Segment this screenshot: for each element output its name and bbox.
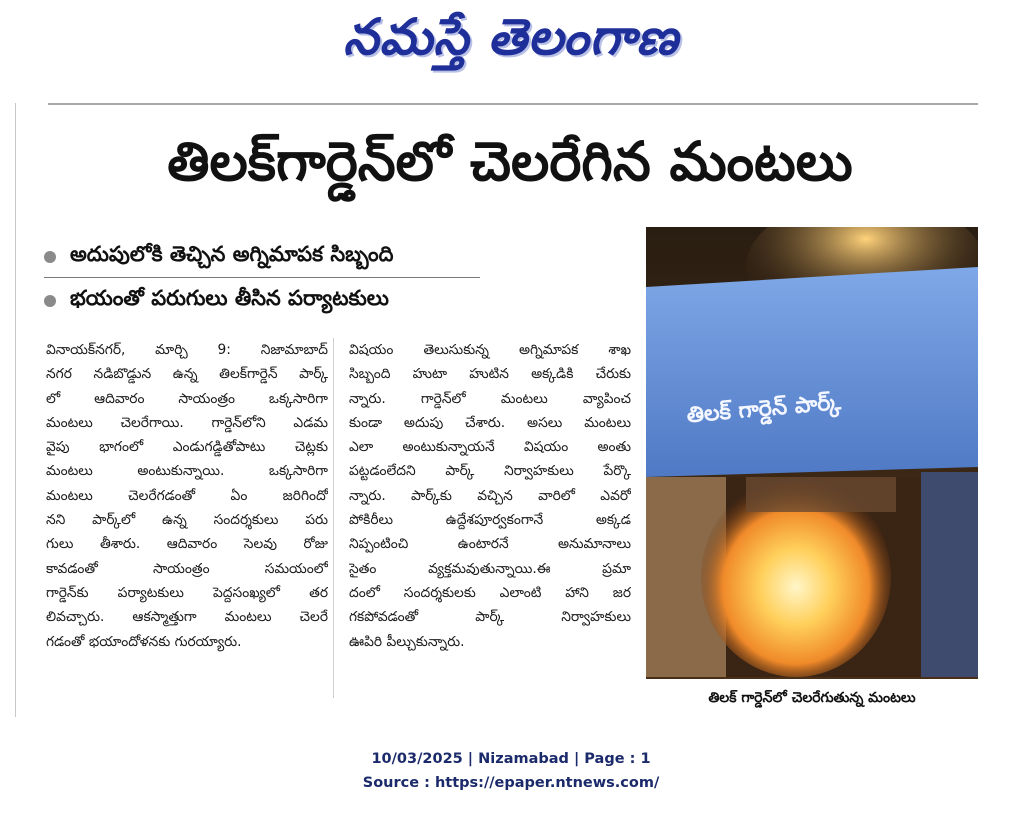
article-line: కుండా అదుపు చేశారు. అసలు మంటలు	[349, 414, 631, 431]
park-sign-board	[646, 267, 978, 477]
masthead-logo: నమస్తే తెలంగాణ	[343, 7, 679, 66]
top-rule	[48, 103, 978, 105]
article-line: సైతం వ్యక్తమవుతున్నాయి.ఈ ప్రమా	[349, 560, 631, 577]
subhead-2-text: భయంతో పరుగులు తీసిన పర్యాటకులు	[70, 286, 389, 310]
photo-caption: తిలక్ గార్డెన్‌లో చెలరేగుతున్న మంటలు	[708, 690, 916, 706]
article-line: వైపు భాగంలో ఎండుగడ్డితోపాటు చెట్లకు	[46, 439, 328, 456]
article-line: నిప్పంటించి ఉంటారనే అనుమానాలు	[349, 536, 631, 553]
article-line: మంటలు అంటుకున్నాయి. ఒక్కసారిగా	[46, 463, 328, 480]
article-line: కావడంతో సాయంత్రం సమయంలో	[46, 560, 328, 577]
article-line: పోకిరీలు ఉద్దేశపూర్వకంగానే అక్కడ	[349, 512, 631, 529]
gate-lintel	[746, 477, 896, 512]
left-margin-rule	[15, 103, 16, 717]
article-line: మంటలు చెలరేగడంతో ఏం జరిగిందో	[46, 487, 328, 504]
article-column-1	[46, 338, 328, 654]
article-line: గులు తీశారు. ఆదివారం సెలవు రోజు	[46, 536, 328, 553]
article-line: న్నారు. గార్డెన్‌లో మంటలు వ్యాపించ	[349, 390, 631, 407]
article-line: గకపోవడంతో పార్క్ నిర్వాహకులు	[349, 609, 631, 626]
article-line: గడంతో భయాందోళనకు గురయ్యారు.	[46, 633, 242, 650]
gate-right-pillar	[921, 472, 978, 677]
subhead-1	[44, 237, 480, 278]
subhead-1-text: అదుపులోకి తెచ్చిన అగ్నిమాపక సిబ్బంది	[70, 242, 394, 266]
headline: తిలక్‌గార్డెన్‌లో చెలరేగిన మంటలు	[167, 130, 853, 193]
article-line: లో ఆదివారం సాయంత్రం ఒక్కసారిగా	[46, 390, 328, 407]
article-line: పట్టడంలేదని పార్క్ నిర్వాహకులు పేర్కొ	[349, 463, 631, 480]
fire-photo	[646, 227, 978, 679]
article-line: ఎలా అంటుకున్నాయనే విషయం అంతు	[349, 439, 631, 456]
article-line: సిబ్బంది హుటా హుటిన అక్కడికి చేరుకు	[349, 366, 631, 383]
article-line: దంలో సందర్శకులకు ఎలాంటి హాని జర	[349, 584, 631, 601]
column-divider	[333, 338, 334, 698]
park-sign-text: తిలక్ గార్డెన్ పార్క్	[685, 390, 842, 429]
article-line: ఊపిరి పీల్చుకున్నారు.	[349, 633, 465, 650]
bullet-icon	[44, 251, 56, 263]
article-column-2	[349, 338, 631, 654]
footer-source: Source : https://epaper.ntnews.com/	[362, 775, 660, 791]
article-line: వినాయక్‌నగర్, మార్చి 9: నిజామాబాద్	[46, 342, 328, 358]
bullet-icon	[44, 295, 56, 307]
article-line: విషయం తెలుసుకున్న అగ్నిమాపక శాఖ	[349, 342, 631, 358]
footer-edition: 10/03/2025 | Nizamabad | Page : 1	[371, 751, 651, 767]
article-line: న్నారు. పార్క్‌కు వచ్చిన వారిలో ఎవరో	[349, 487, 631, 504]
article-line: లివచ్చారు. ఆకస్మాత్తుగా మంటలు చెలరే	[46, 609, 328, 626]
article-line: గార్డెన్‌కు పర్యాటకులు పెద్దసంఖ్యలో తర	[46, 584, 328, 601]
article-line: నని పార్క్‌లో ఉన్న సందర్శకులు పరు	[46, 512, 328, 529]
article-line: నగర నడిబొడ్డున ఉన్న తిలక్‌గార్డెన్ పార్క్	[46, 366, 328, 383]
article-line: మంటలు చెలరేగాయి. గార్డెన్‌లోని ఎడమ	[46, 414, 328, 431]
subhead-2	[44, 281, 480, 321]
